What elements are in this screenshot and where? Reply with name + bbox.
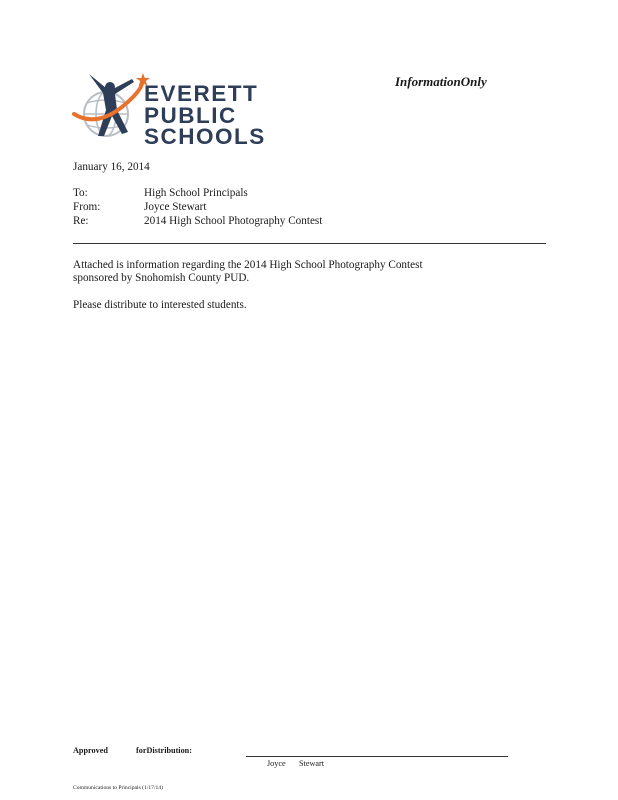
re-value: 2014 High School Photography Contest (144, 215, 323, 227)
from-label: From: (73, 201, 101, 213)
signer-first-name: Joyce (267, 759, 286, 768)
signature-line (246, 756, 508, 757)
to-value: High School Principals (144, 187, 248, 199)
memo-date: January 16, 2014 (73, 161, 150, 173)
logo-line-2: PUBLIC (144, 102, 237, 128)
information-only-stamp: InformationOnly (395, 74, 487, 89)
logo-line-3: SCHOOLS (144, 124, 266, 149)
signer-last-name: Stewart (299, 759, 325, 768)
body-paragraph-1-line-2: sponsored by Snohomish County PUD. (73, 271, 250, 284)
logo-line-1: EVERETT (144, 81, 259, 106)
footer-note: Communications to Principals (1/17/14) (73, 785, 163, 791)
body-paragraph-2: Please distribute to interested students. (73, 299, 247, 311)
to-label: To: (73, 187, 88, 199)
approved-label: Approved (73, 746, 108, 755)
header-divider (73, 243, 546, 244)
for-distribution-label: forDistribution: (136, 746, 192, 755)
from-value: Joyce Stewart (144, 201, 207, 213)
logo-wordmark (144, 83, 266, 148)
body-paragraph-1-line-1: Attached is information regarding the 2014 High School Photography Contest (73, 259, 423, 271)
re-label: Re: (73, 215, 89, 227)
body-paragraph-1 (73, 259, 493, 284)
